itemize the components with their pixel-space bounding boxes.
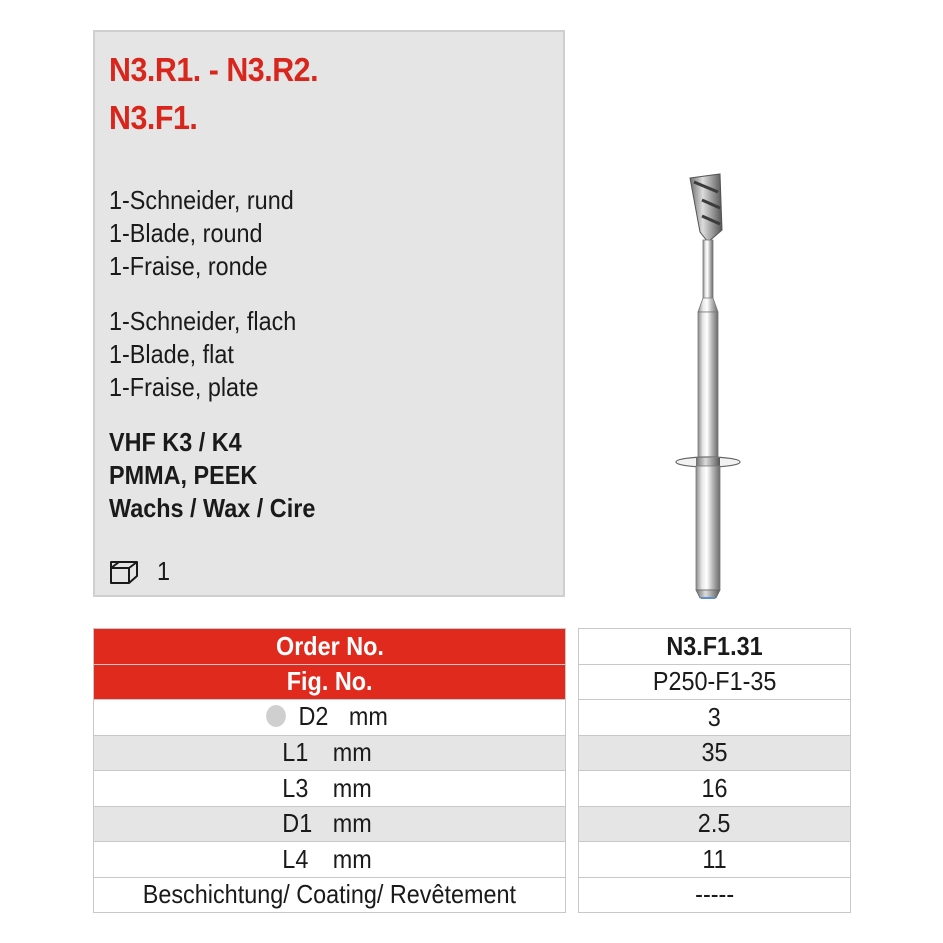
table-row <box>579 771 851 807</box>
table-row <box>579 700 851 736</box>
value-l3: 16 <box>579 771 851 807</box>
table-row <box>579 735 851 771</box>
package-quantity-value: 1 <box>157 556 171 586</box>
table-row <box>94 877 566 913</box>
material-line: VHF K3 / K4 <box>109 427 242 457</box>
fig-no-header: Fig. No. <box>94 664 566 700</box>
value-l4: 11 <box>579 842 851 878</box>
description-line: 1-Blade, round <box>109 218 263 248</box>
materials-list <box>109 426 315 525</box>
description-line: 1-Fraise, ronde <box>109 251 268 281</box>
table-row <box>579 842 851 878</box>
product-info-panel <box>93 30 565 597</box>
material-line: Wachs / Wax / Cire <box>109 493 316 523</box>
table-row <box>94 806 566 842</box>
value-d2: 3 <box>579 700 851 736</box>
material-line: PMMA, PEEK <box>109 460 258 490</box>
param-label-l3: L3 mm <box>94 771 566 807</box>
description-line: 1-Schneider, rund <box>109 185 294 215</box>
package-quantity <box>109 556 171 587</box>
product-title-line2: N3.F1. <box>109 99 198 136</box>
description-line: 1-Schneider, flach <box>109 306 297 336</box>
value-d1: 2.5 <box>579 806 851 842</box>
table-row <box>94 842 566 878</box>
description-round <box>109 184 294 283</box>
value-l1: 35 <box>579 735 851 771</box>
param-label-l1: L1 mm <box>94 735 566 771</box>
package-box-icon <box>109 559 139 585</box>
spec-table-labels <box>93 628 566 913</box>
param-label-d2: D2 mm <box>94 700 566 736</box>
param-label-d1: D1 mm <box>94 806 566 842</box>
table-row <box>579 806 851 842</box>
description-line: 1-Fraise, plate <box>109 372 259 402</box>
table-row <box>94 700 566 736</box>
param-label-l4: L4 mm <box>94 842 566 878</box>
description-line: 1-Blade, flat <box>109 339 234 369</box>
table-row <box>94 735 566 771</box>
coating-value: ----- <box>579 877 851 913</box>
table-row <box>579 877 851 913</box>
description-flat <box>109 305 296 404</box>
milling-tool-image <box>670 170 750 602</box>
order-no-value: N3.F1.31 <box>579 629 851 665</box>
spec-table-values <box>578 628 851 913</box>
d2-marker-icon <box>266 705 286 727</box>
fig-no-value: P250-F1-35 <box>579 664 851 700</box>
table-row <box>94 771 566 807</box>
coating-label: Beschichtung/ Coating/ Revêtement <box>94 877 566 913</box>
order-no-header: Order No. <box>94 629 566 665</box>
product-title-line1: N3.R1. - N3.R2. <box>109 51 319 88</box>
